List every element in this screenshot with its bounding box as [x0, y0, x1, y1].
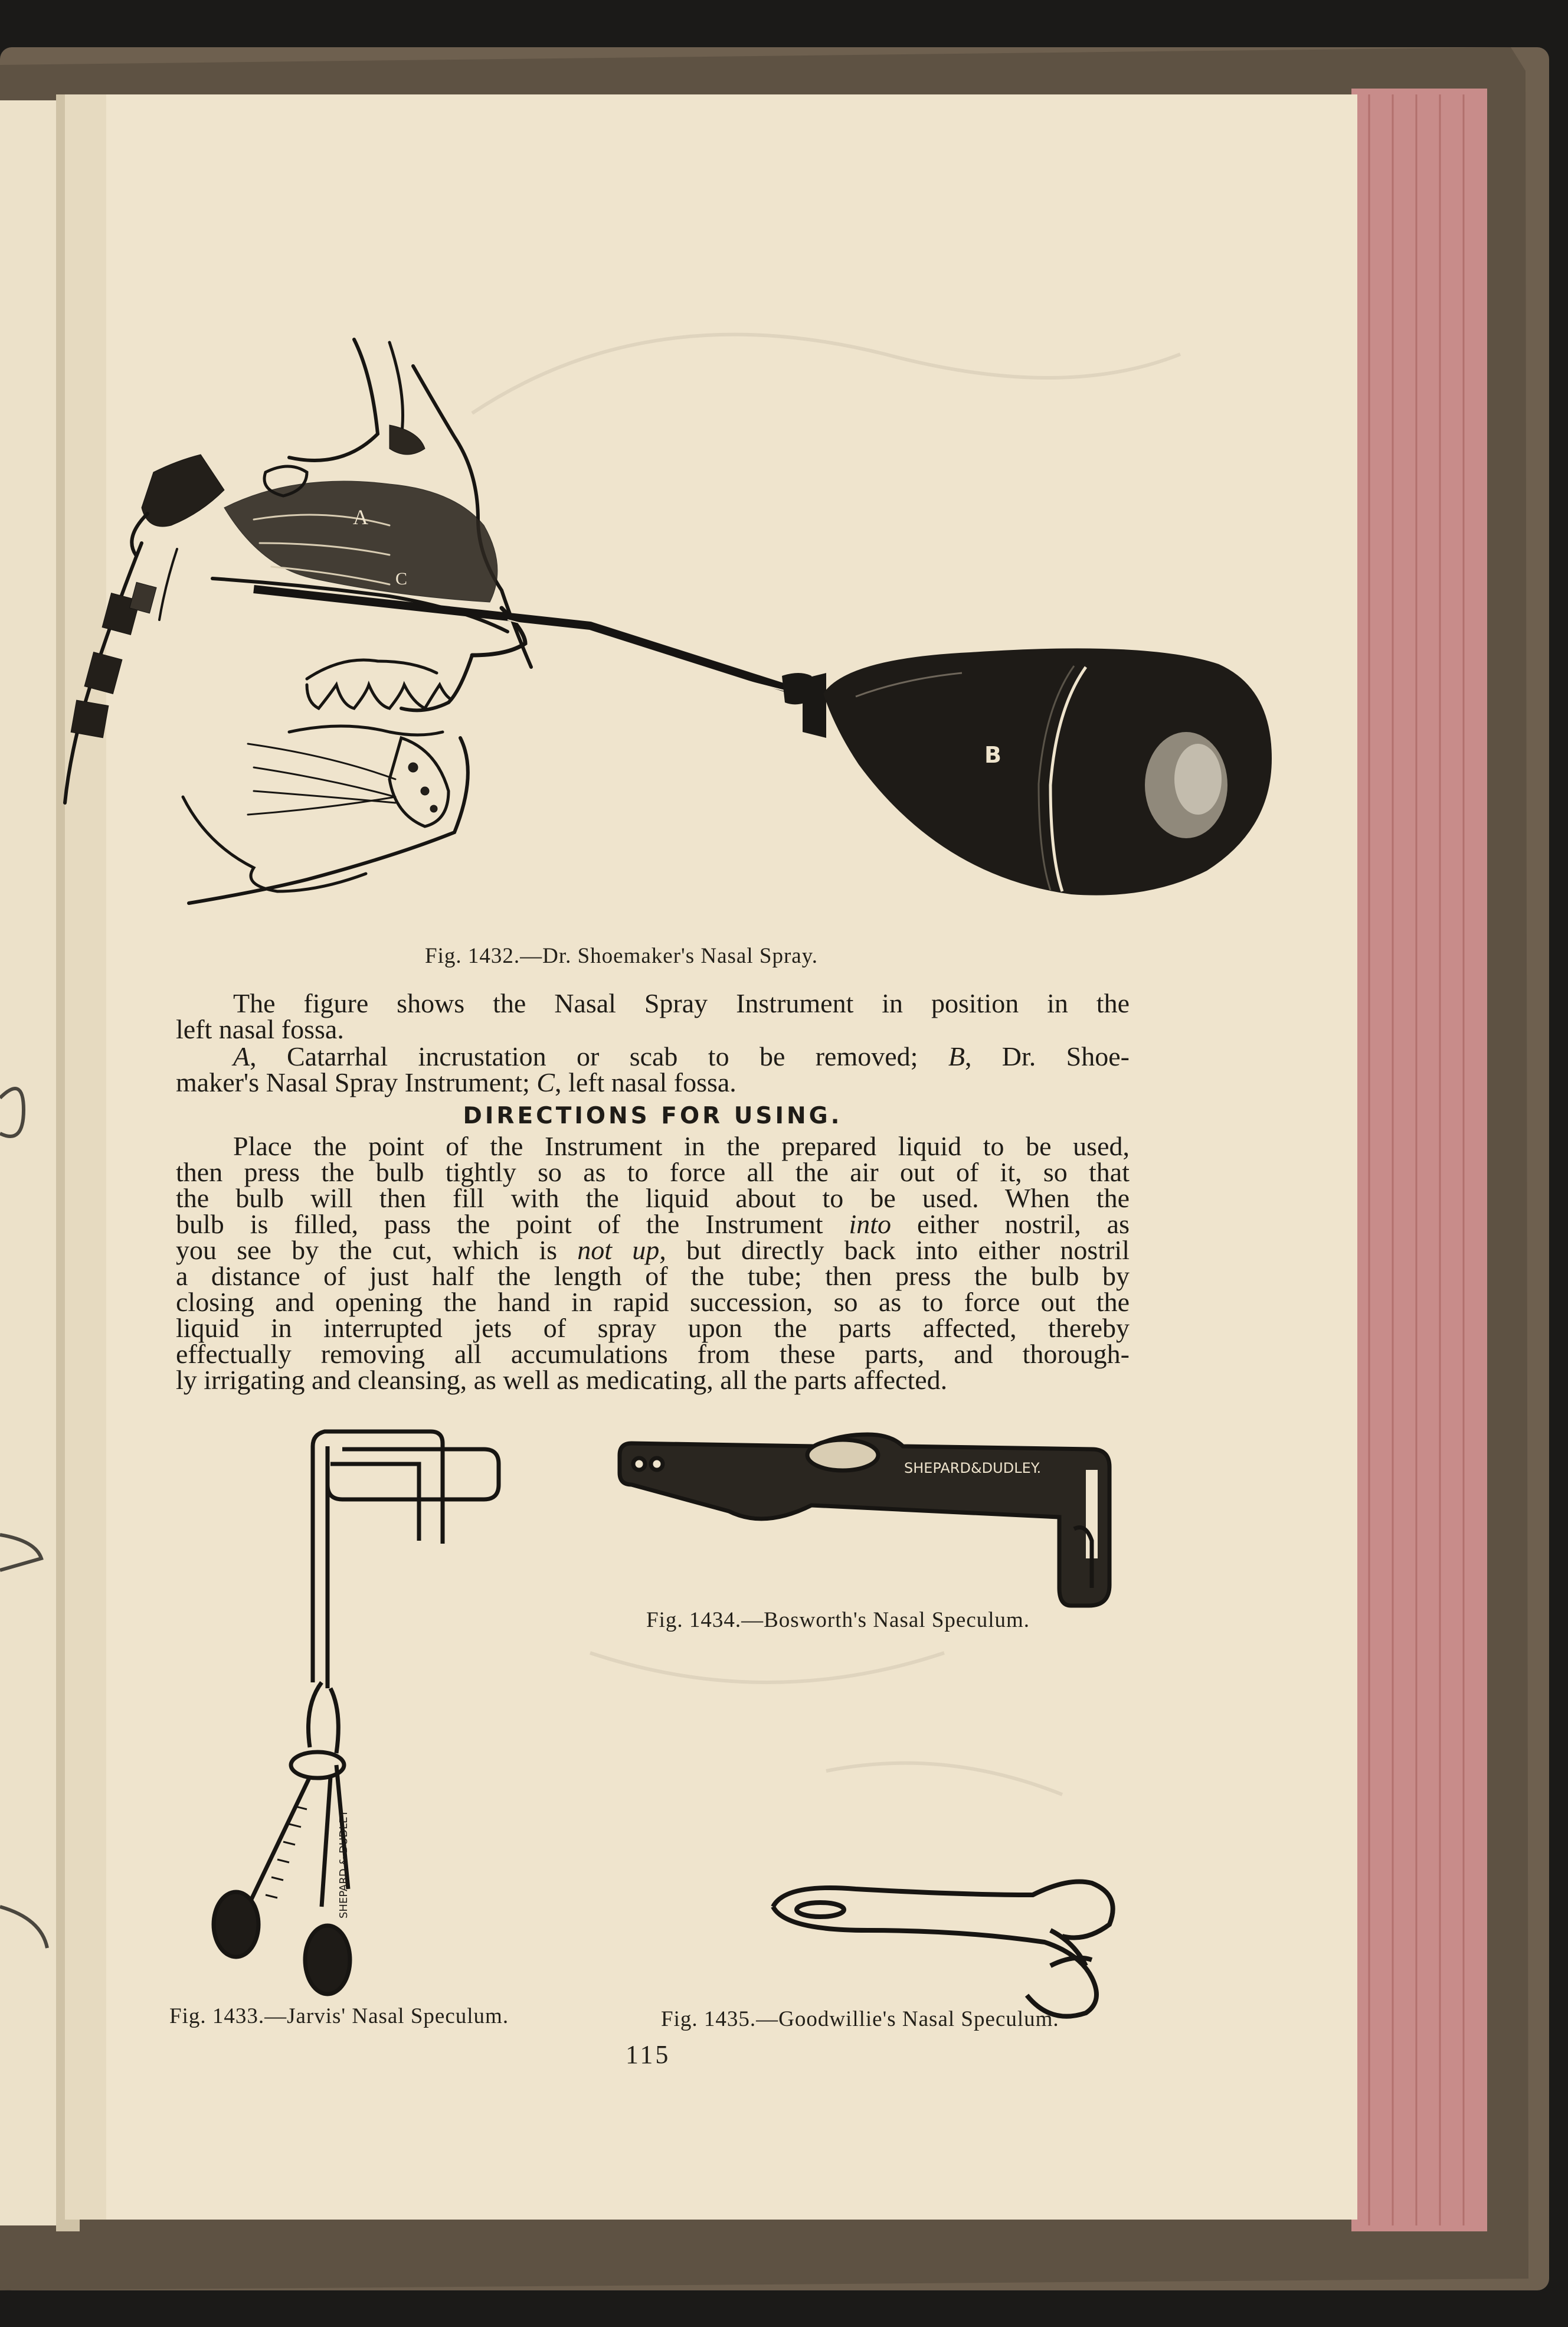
directions-text: bulb is filled, pass the point of the Instrument: [176, 1209, 849, 1239]
directions-line: the bulb will then fill with the liquid about to be used. When the: [176, 1183, 1130, 1213]
intro-line: left nasal fossa.: [176, 1014, 344, 1044]
directions-line: a distance of just half the length of the tube; then press the bulb by: [176, 1261, 1130, 1291]
fig1435-caption: Fig. 1435.—Goodwillie's Nasal Speculum.: [661, 2007, 1059, 2031]
directions-line: Place the point of the Instrument in the prepared liquid to be used,: [233, 1131, 1130, 1161]
directions-paragraph: [176, 1133, 1130, 1393]
directions-line: effectually removing all accumulations from these parts, and thorough-: [176, 1339, 1130, 1369]
directions-text: either nostril, as: [891, 1209, 1130, 1239]
legend-paragraph: [176, 1041, 1130, 1097]
legend-a: A: [233, 1041, 250, 1071]
directions-emphasis: into: [849, 1209, 892, 1239]
fig1432-label-c: C: [395, 569, 408, 589]
legend-line-1: [176, 1041, 1130, 1071]
fig1432-label-a: A: [353, 505, 368, 529]
directions-text: you see by the cut, which is: [176, 1235, 578, 1265]
page-stack-edge: [1351, 89, 1487, 2231]
directions-line: then press the bulb tightly so as to force all the air out of it, so that: [176, 1157, 1130, 1187]
fig1434-maker-mark: SHEPARD&DUDLEY.: [904, 1460, 1042, 1476]
directions-line: liquid in interrupted jets of spray upon the parts affected, thereby: [176, 1313, 1130, 1343]
directions-line: ly irrigating and cleansing, as well as medicating, all the parts affected.: [176, 1365, 948, 1395]
directions-line: [176, 1237, 1130, 1263]
fig1434-caption: Fig. 1434.—Bosworth's Nasal Speculum.: [646, 1608, 1030, 1632]
fig1433-caption: Fig. 1433.—Jarvis' Nasal Speculum.: [169, 2004, 509, 2028]
legend-b-text-cont: maker's Nasal Spray Instrument;: [176, 1067, 537, 1097]
directions-heading: DIRECTIONS FOR USING.: [463, 1103, 843, 1129]
left-facing-page: [0, 100, 65, 2225]
fig1432-label-b: B: [984, 742, 1001, 768]
directions-line: closing and opening the hand in rapid succession, so as to force out the: [176, 1287, 1130, 1317]
legend-b-text: , Dr. Shoe-: [964, 1041, 1130, 1071]
legend-line-2: [176, 1067, 1130, 1097]
fig1433-maker-mark: SHEPARD & DUDLEY: [338, 1810, 350, 1919]
directions-line: [176, 1211, 1130, 1237]
intro-paragraph: [176, 988, 1130, 1044]
legend-c: C: [536, 1067, 555, 1097]
legend-b: B: [948, 1041, 965, 1071]
directions-text: but directly back into either nostril: [666, 1235, 1130, 1265]
legend-a-text: , Catarrhal incrustation or scab to be removed;: [250, 1041, 948, 1071]
page-number: 115: [626, 2040, 671, 2069]
directions-emphasis: not up,: [577, 1235, 666, 1265]
intro-line: The figure shows the Nasal Spray Instrument in position in the: [233, 988, 1130, 1018]
page-shade: [65, 94, 106, 2220]
legend-c-text: , left nasal fossa.: [554, 1067, 736, 1097]
fig1432-caption: Fig. 1432.—Dr. Shoemaker's Nasal Spray.: [425, 944, 819, 968]
